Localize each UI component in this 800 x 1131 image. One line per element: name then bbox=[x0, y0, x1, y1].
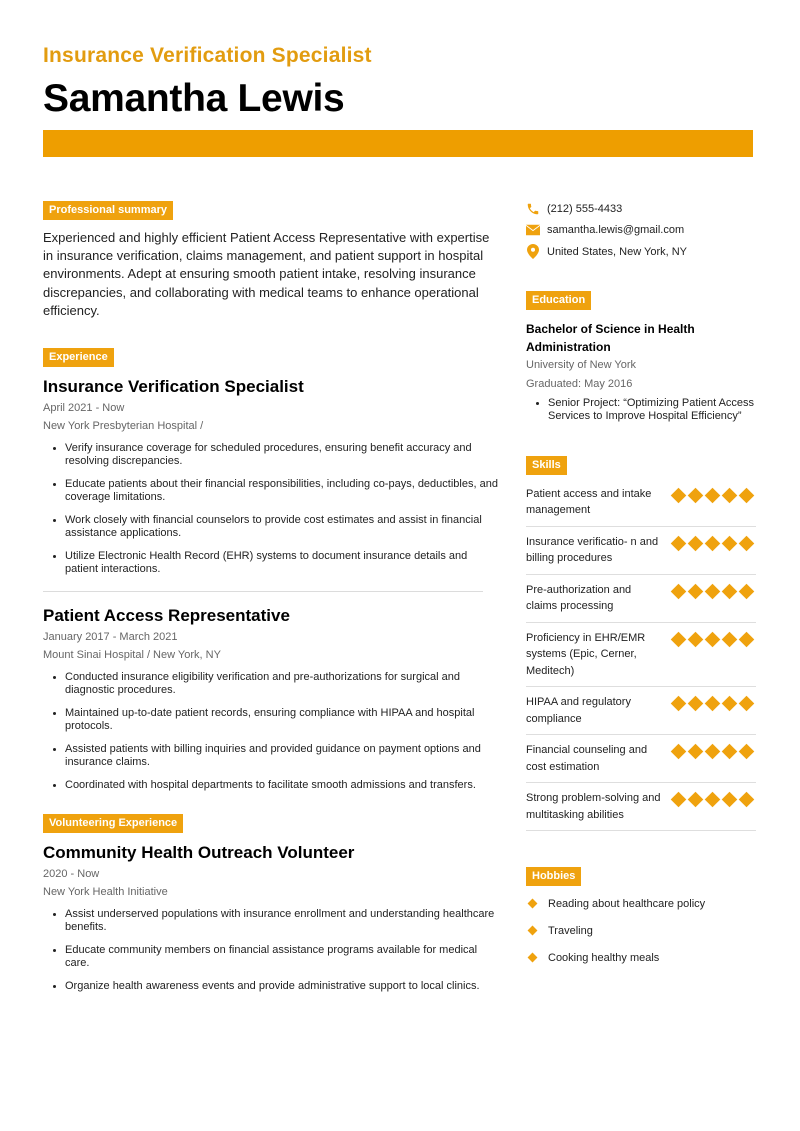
job-role: Insurance Verification Specialist bbox=[43, 377, 304, 397]
skill-rating bbox=[672, 486, 756, 519]
hobby-text: Reading about healthcare policy bbox=[548, 897, 706, 910]
hobby-item bbox=[526, 917, 756, 944]
rating-diamond-icon bbox=[739, 744, 755, 760]
rating-diamond-icon bbox=[705, 583, 721, 599]
rating-diamond-icon bbox=[671, 792, 687, 808]
summary-section bbox=[43, 200, 498, 320]
rating-diamond-icon bbox=[739, 487, 755, 503]
bullet-item: Utilize Electronic Health Record (EHR) systems to document insurance details and patient interactions. bbox=[52, 550, 498, 576]
skill-row bbox=[526, 575, 756, 623]
job-entry bbox=[43, 376, 498, 592]
bullet-item: Assisted patients with billing inquiries and provided guidance on payment options and insurance claims. bbox=[52, 743, 498, 769]
rating-diamond-icon bbox=[705, 631, 721, 647]
summary-text: Experienced and highly efficient Patient Access Representative with expertise in insurance verification, claims management, and patient support in hospital environments. Adept at ensuring smooth patient intake, resolving insurance discrepancies, and collaborating with medical teams to enhance operational efficiency. bbox=[43, 230, 490, 318]
job-divider bbox=[43, 591, 483, 592]
summary-heading: Professional summary bbox=[43, 201, 173, 220]
job-bullets bbox=[43, 442, 498, 576]
job-bullets bbox=[43, 671, 498, 792]
rating-diamond-icon bbox=[688, 583, 704, 599]
phone-text[interactable]: (212) 555-4433 bbox=[547, 202, 623, 215]
rating-diamond-icon bbox=[688, 487, 704, 503]
diamond-bullet-icon bbox=[528, 899, 538, 909]
school-name: University of New York bbox=[526, 358, 637, 371]
skill-name: Pre-authorization and claims processing bbox=[526, 583, 632, 612]
rating-diamond-icon bbox=[671, 696, 687, 712]
education-bullets bbox=[526, 397, 756, 423]
volunteering-section bbox=[43, 813, 498, 993]
skill-name: Patient access and intake management bbox=[526, 487, 652, 516]
mail-icon bbox=[526, 223, 540, 237]
rating-diamond-icon bbox=[688, 696, 704, 712]
rating-diamond-icon bbox=[705, 792, 721, 808]
job-role: Patient Access Representative bbox=[43, 606, 290, 626]
hobbies-section bbox=[526, 866, 756, 971]
education-section bbox=[526, 290, 756, 423]
hobby-text: Traveling bbox=[548, 924, 593, 937]
contact-section bbox=[526, 198, 756, 263]
contact-phone bbox=[526, 198, 756, 220]
rating-diamond-icon bbox=[739, 535, 755, 551]
skill-name: Strong problem-solving and multitasking abilities bbox=[526, 792, 661, 821]
volunteer-dates: 2020 - Now bbox=[43, 868, 100, 881]
email-text[interactable]: samantha.lewis@gmail.com bbox=[547, 224, 685, 237]
bullet-item: Work closely with financial counselors to provide cost estimates and assist in financial assistance applications. bbox=[52, 514, 498, 540]
bullet-item: Organize health awareness events and provide administrative support to local clinics. bbox=[52, 980, 498, 993]
location-pin-icon bbox=[526, 245, 540, 259]
bullet-item: Coordinated with hospital departments to facilitate smooth admissions and transfers. bbox=[52, 779, 498, 792]
rating-diamond-icon bbox=[722, 583, 738, 599]
rating-diamond-icon bbox=[722, 696, 738, 712]
job-place: Mount Sinai Hospital / New York, NY bbox=[43, 649, 221, 662]
job-dates: April 2021 - Now bbox=[43, 402, 125, 415]
rating-diamond-icon bbox=[688, 744, 704, 760]
contact-location bbox=[526, 241, 756, 263]
hobbies-heading: Hobbies bbox=[526, 867, 581, 886]
rating-diamond-icon bbox=[739, 631, 755, 647]
skill-row bbox=[526, 687, 756, 735]
skill-row bbox=[526, 479, 756, 527]
diamond-bullet-icon bbox=[528, 953, 538, 963]
bullet-item: Senior Project: “Optimizing Patient Access Services to Improve Hospital Efficiency” bbox=[535, 397, 756, 423]
accent-bar bbox=[43, 130, 753, 157]
skill-name: Proficiency in EHR/EMR systems (Epic, Cerner, Meditech) bbox=[526, 631, 646, 677]
skill-row bbox=[526, 735, 756, 783]
bullet-item: Educate community members on financial assistance programs available for medical care. bbox=[52, 944, 498, 970]
rating-diamond-icon bbox=[688, 792, 704, 808]
skill-name: Financial counseling and cost estimation bbox=[526, 744, 648, 773]
skills-section bbox=[526, 455, 756, 832]
headline-job-title: Insurance Verification Specialist bbox=[43, 44, 372, 67]
skill-row bbox=[526, 527, 756, 575]
location-text: United States, New York, NY bbox=[547, 245, 688, 258]
rating-diamond-icon bbox=[671, 535, 687, 551]
skills-heading: Skills bbox=[526, 456, 567, 475]
degree-title: Bachelor of Science in Health Administration bbox=[526, 321, 695, 354]
volunteer-org: New York Health Initiative bbox=[43, 886, 168, 899]
volunteering-heading: Volunteering Experience bbox=[43, 814, 183, 833]
skill-rating bbox=[672, 742, 756, 775]
hobby-item bbox=[526, 890, 756, 917]
experience-heading: Experience bbox=[43, 348, 114, 367]
phone-icon bbox=[526, 202, 540, 216]
skill-rating bbox=[672, 630, 756, 680]
rating-diamond-icon bbox=[671, 487, 687, 503]
job-dates: January 2017 - March 2021 bbox=[43, 631, 178, 644]
rating-diamond-icon bbox=[722, 631, 738, 647]
skill-row bbox=[526, 783, 756, 831]
resume-header bbox=[43, 42, 753, 122]
skill-rating bbox=[672, 582, 756, 615]
rating-diamond-icon bbox=[705, 535, 721, 551]
bullet-item: Conducted insurance eligibility verification and pre-authorizations for surgical and diagnostic procedures. bbox=[52, 671, 498, 697]
skill-rating bbox=[672, 790, 756, 823]
rating-diamond-icon bbox=[705, 487, 721, 503]
bullet-item: Verify insurance coverage for scheduled procedures, ensuring benefit accuracy and resolving discrepancies. bbox=[52, 442, 498, 468]
job-place: New York Presbyterian Hospital / bbox=[43, 420, 204, 433]
graduation-date: Graduated: May 2016 bbox=[526, 377, 633, 390]
job-entry bbox=[43, 605, 498, 792]
candidate-name: Samantha Lewis bbox=[43, 77, 345, 120]
rating-diamond-icon bbox=[739, 696, 755, 712]
bullet-item: Assist underserved populations with insurance enrollment and understanding healthcare benefits. bbox=[52, 908, 498, 934]
rating-diamond-icon bbox=[722, 487, 738, 503]
rating-diamond-icon bbox=[722, 792, 738, 808]
bullet-item: Educate patients about their financial responsibilities, including co-pays, deductibles, and coverage limitations. bbox=[52, 478, 498, 504]
experience-section bbox=[43, 347, 498, 792]
rating-diamond-icon bbox=[739, 792, 755, 808]
skill-name: Insurance verificatio- n and billing procedures bbox=[526, 535, 659, 564]
rating-diamond-icon bbox=[705, 696, 721, 712]
skill-rating bbox=[672, 694, 756, 727]
hobbies-list bbox=[526, 890, 756, 971]
skills-list bbox=[526, 479, 756, 832]
rating-diamond-icon bbox=[671, 744, 687, 760]
skill-name: HIPAA and regulatory compliance bbox=[526, 696, 631, 725]
bullet-item: Maintained up-to-date patient records, ensuring compliance with HIPAA and hospital protocols. bbox=[52, 707, 498, 733]
rating-diamond-icon bbox=[671, 631, 687, 647]
rating-diamond-icon bbox=[739, 583, 755, 599]
rating-diamond-icon bbox=[722, 744, 738, 760]
rating-diamond-icon bbox=[688, 631, 704, 647]
rating-diamond-icon bbox=[688, 535, 704, 551]
skill-row bbox=[526, 623, 756, 688]
rating-diamond-icon bbox=[722, 535, 738, 551]
diamond-bullet-icon bbox=[528, 926, 538, 936]
contact-email bbox=[526, 220, 756, 242]
hobby-item bbox=[526, 944, 756, 971]
volunteer-bullets bbox=[43, 908, 498, 993]
skill-rating bbox=[672, 534, 756, 567]
education-heading: Education bbox=[526, 291, 591, 310]
hobby-text: Cooking healthy meals bbox=[548, 951, 660, 964]
right-column bbox=[526, 200, 756, 971]
volunteer-role: Community Health Outreach Volunteer bbox=[43, 843, 355, 863]
rating-diamond-icon bbox=[705, 744, 721, 760]
rating-diamond-icon bbox=[671, 583, 687, 599]
left-column bbox=[43, 200, 498, 1003]
